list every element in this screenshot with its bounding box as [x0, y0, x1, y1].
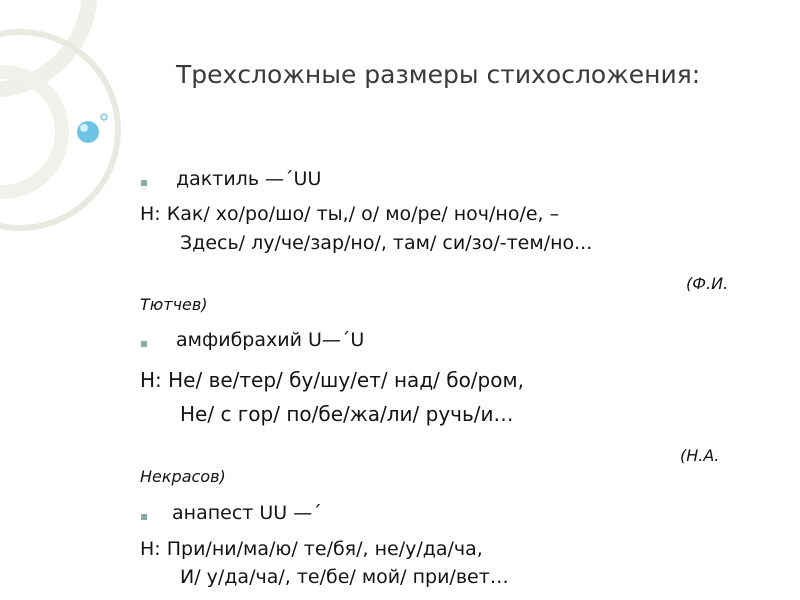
author-attribution: Тютчев) [140, 295, 208, 314]
example-line: Н: При/ни/ма/ю/ те/бя/, не/у/да/ча, [140, 538, 483, 560]
example-line: Не/ с гор/ по/бе/жа/ли/ ручь/и… [180, 402, 514, 426]
small-bubble-icon [101, 114, 107, 120]
meter-anapest: анапест UU —´ [172, 502, 322, 524]
meter-dactyl: дактиль —´UU [176, 168, 322, 190]
meter-amphibrach: амфибрахий U—´U [176, 329, 365, 351]
author-attribution: (Н.А. [680, 446, 720, 465]
example-line: Н: Не/ ве/тер/ бу/шу/ет/ над/ бо/ром, [140, 368, 524, 392]
large-bubble-icon [77, 121, 99, 143]
slide-title: Трехсложные размеры стихосложения: [176, 60, 701, 89]
bullet-icon: ▪ [140, 336, 149, 350]
example-line: Здесь/ лу/че/зар/но/, там/ си/зо/-тем/но... [180, 232, 593, 254]
author-attribution: (Ф.И. [686, 274, 729, 293]
example-line: Н: Как/ хо/ро/шо/ ты,/ о/ мо/ре/ ноч/но/е, – [140, 203, 560, 225]
bullet-icon: ▪ [140, 509, 149, 523]
bullet-icon: ▪ [140, 175, 149, 189]
author-attribution: Некрасов) [140, 467, 226, 486]
example-line: И/ у/да/ча/, те/бе/ мой/ при/вет… [180, 566, 509, 588]
